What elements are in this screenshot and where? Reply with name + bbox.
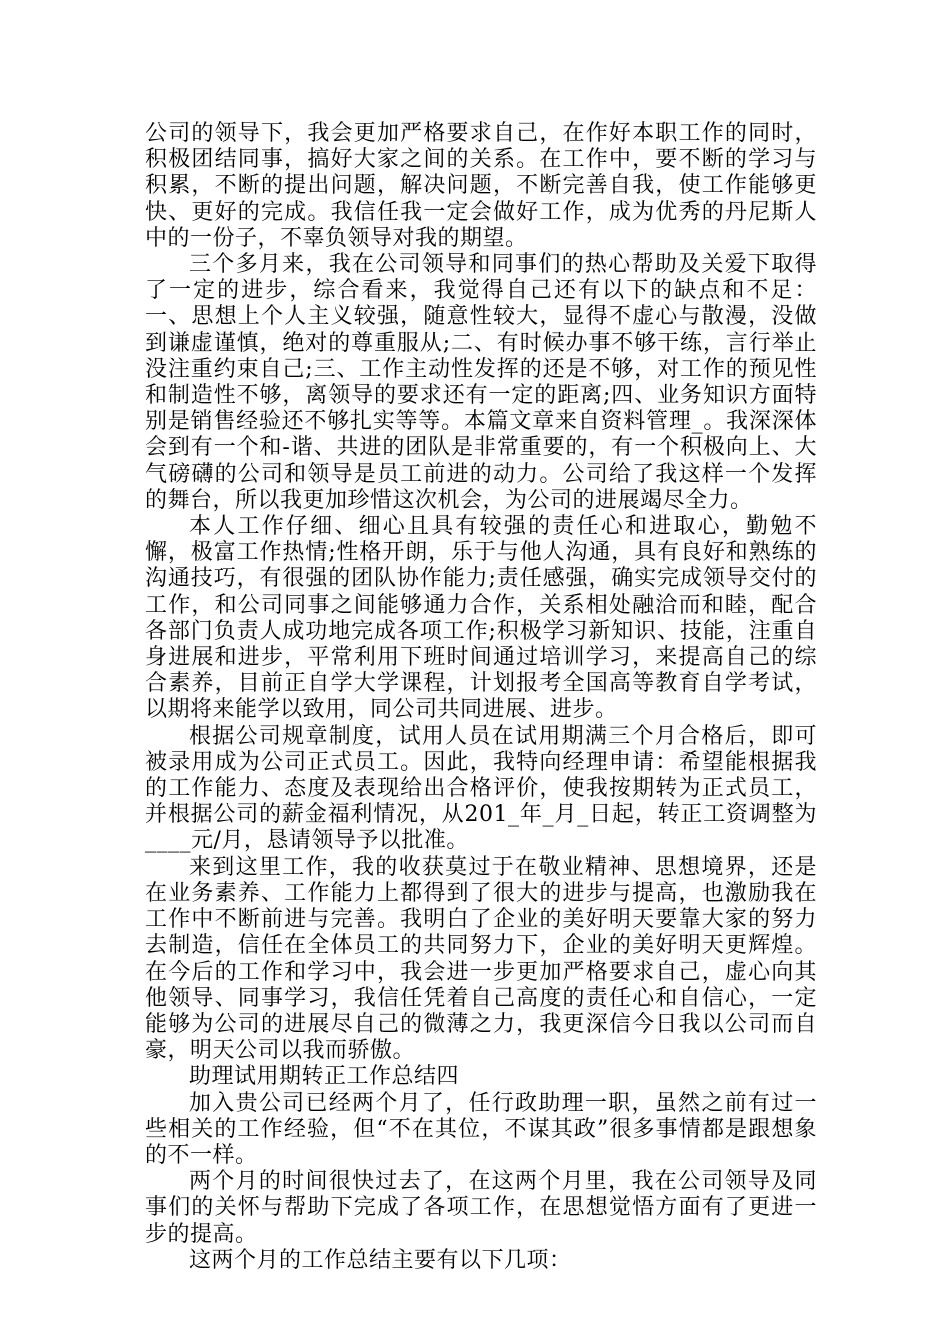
paragraph-conclusion: 来到这里工作，我的收获莫过于在敬业精神、思想境界，还是在业务素养、工作能力上都得到了很大的进步与提高，也激励我在工作中不断前进与完善。我明白了企业的美好明天要靠大家的努力去制造，信任在全体员工的共同努力下，企业的美好明天更辉煌。在今后的工作和学习中，我会进一步更加严格要求自己，虚心向其他领导、同事学习，我信任凭着自己高度的责任心和自信心，一定能够为公司的进展尽自己的微薄之力，我更深信今日我以公司而自豪，明天公司以我而骄傲。 — [145, 854, 817, 1064]
document-body — [145, 121, 817, 1274]
paragraph-shortcomings: 三个多月来，我在公司领导和同事们的热心帮助及关爱下取得了一定的进步，综合看来，我觉得自己还有以下的缺点和不足：一、思想上个人主义较强，随意性较大，显得不虚心与散漫，没做到谦虚谨慎，绝对的尊重服从;二、有时候办事不够干练，言行举止没注重约束自己;三、工作主动性发挥的还是不够，对工作的预见性和制造性不够，离领导的要求还有一定的距离;四、业务知识方面特别是销售经验还不够扎实等等。本篇文章来自资料管理_。我深深体会到有一个和-谐、共进的团队是非常重要的，有一个积极向上、大气磅礴的公司和领导是员工前进的动力。公司给了我这样一个发挥的舞台，所以我更加珍惜这次机会，为公司的进展竭尽全力。 — [145, 252, 817, 513]
paragraph-self-evaluation: 本人工作仔细、细心且具有较强的责任心和进取心，勤勉不懈，极富工作热情;性格开朗，乐于与他人沟通，具有良好和熟练的沟通技巧，有很强的团队协作能力;责任感强，确实完成领导交付的工作，和公司同事之间能够通力合作，关系相处融洽而和睦，配合各部门负责人成功地完成各项工作;积极学习新知识、技能，注重自身进展和进步，平常利用下班时间通过培训学习，来提高自己的综合素养，目前正自学大学课程，计划报考全国高等教育自学考试，以期将来能学以致用，同公司共同进展、进步。 — [145, 514, 817, 723]
paragraph-continuation: 公司的领导下，我会更加严格要求自己，在作好本职工作的同时，积极团结同事，搞好大家之间的关系。在工作中，要不断的学习与积累，不断的提出问题，解决问题，不断完善自我，使工作能够更快、更好的完成。我信任我一定会做好工作，成为优秀的丹尼斯人中的一份子，不辜负领导对我的期望。 — [145, 121, 817, 251]
paragraph-application: 根据公司规章制度，试用人员在试用期满三个月合格后，即可被录用成为公司正式员工。因此，我特向经理申请：希望能根据我的工作能力、态度及表现给出合格评价，使我按期转为正式员工，并根据公司的薪金福利情况，从201_年_月_日起，转正工资调整为____元/月，恳请领导予以批准。 — [145, 723, 817, 854]
paragraph-intro: 加入贵公司已经两个月了，任行政助理一职，虽然之前有过一些相关的工作经验，但“不在其位，不谋其政”很多事情都是跟想象的不一样。 — [145, 1090, 817, 1168]
paragraph-summary-lead: 这两个月的工作总结主要有以下几项： — [189, 1247, 572, 1273]
section-heading: 助理试用期转正工作总结四 — [189, 1064, 460, 1090]
paragraph-two-months: 两个月的时间很快过去了，在这两个月里，我在公司领导及同事们的关怀与帮助下完成了各项工作，在思想觉悟方面有了更进一步的提高。 — [145, 1169, 817, 1247]
